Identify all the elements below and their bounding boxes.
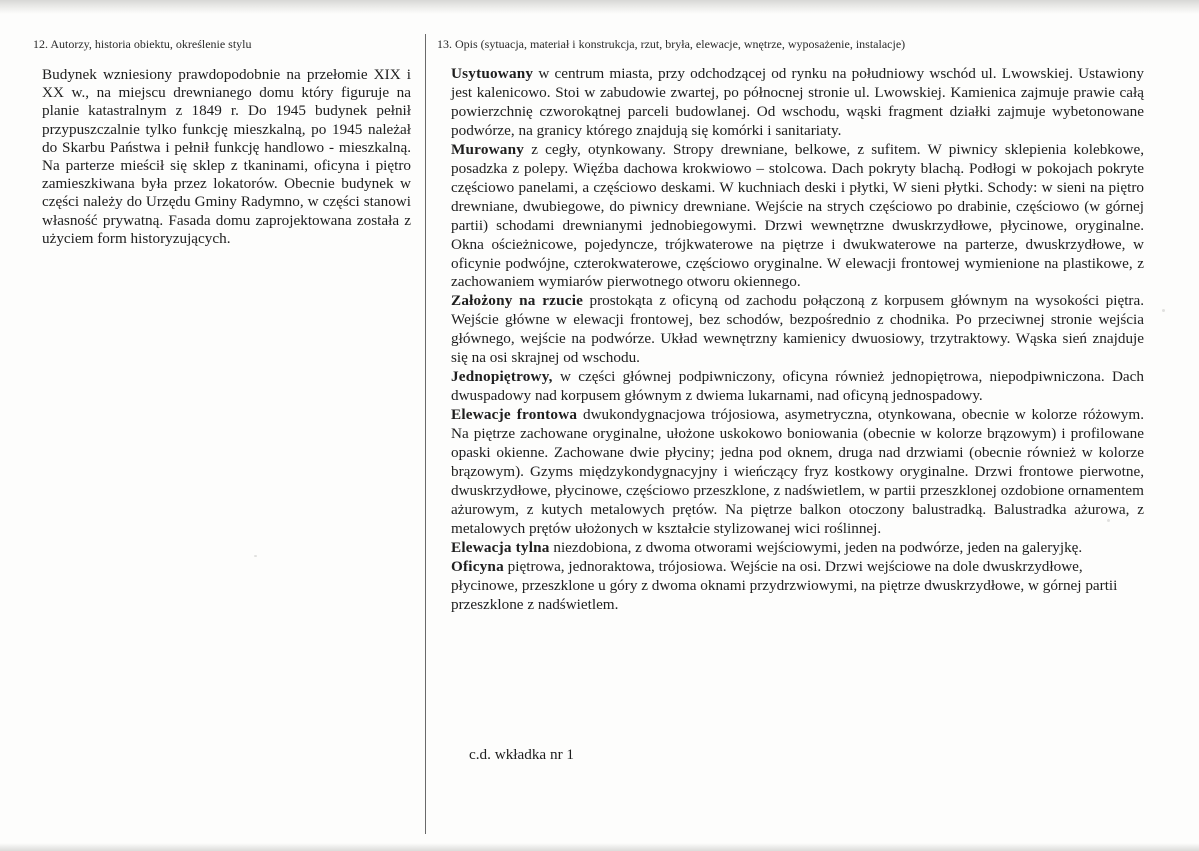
- section-lead: Murowany: [451, 140, 525, 158]
- description-section-plan: [451, 292, 1144, 368]
- section-lead: Elewacja tylna: [451, 538, 550, 556]
- section-lead: Jednopiętrowy,: [451, 368, 553, 386]
- section-text: piętrowa, jednoraktowa, trójosiowa. Wejście na osi. Drzwi wejściowe na dole dwuskrzydłowe, płycinowe, przeszklone u góry z dwoma oknami przydrzwiowymi, na piętrze dwuskrzydłowe, w górnej partii przeszklone z nadświetlem.: [451, 557, 1118, 613]
- history-column: [42, 66, 411, 248]
- section-text: w centrum miasta, przy odchodzącej od rynku na południowy wschód ul. Lwowskiej. Ustawiony jest kalenicowo. Stoi w zabudowie zwartej, po północnej stronie ul. Lwowskiej. Kamienica zajmuje prawie całą powierzchnię czworokątnej parceli budowlanej. Od wschodu, wąski fragment działki zajmuje wybetonowane podwórze, na granicy którego znajdują się komórki i sanitariaty.: [451, 65, 1144, 139]
- scan-speck: [254, 555, 257, 557]
- scan-speck: [1162, 309, 1165, 312]
- section-text: z cegły, otynkowany. Stropy drewniane, belkowe, z sufitem. W piwnicy sklepienia kolebkowe, posadzka z polepy. Więźba dachowa krokwiowo – stolcowa. Dach pokryty blachą. Podłogi w pokojach pokryte częściowo panelami, a częściowo deskami. W kuchniach deski i płytki, W sieni płytki. Schody: w sieni na piętro drewniane, dwubiegowe, do piwnicy drewniane. Wejście na strych częściowo po drabinie, częściowo (w górnej partii) schodami drewnianymi jednobiegowymi. Drzwi wewnętrzne dwuskrzydłowe, płycinowe, oryginalne. Okna ościeżnicowe, pojedyncze, trójkwaterowe na piętrze i dwukwaterowe na parterze, dwuskrzydłowe, w oficynie podwójne, czterokwaterowe, częściowo oryginalne. W elewacji frontowej wymienione na plastikowe, z zachowaniem wymiarów pierwotnego otworu okiennego.: [451, 140, 1144, 291]
- continuation-note: c.d. wkładka nr 1: [469, 746, 575, 763]
- right-column-header: 13. Opis (sytuacja, materiał i konstrukcja, rzut, bryła, elewacje, wnętrze, wyposażenie, instalacje): [437, 37, 906, 51]
- description-section-annex: [451, 558, 1144, 615]
- description-section-location: [451, 65, 1144, 141]
- section-lead: Elewacje frontowa: [451, 406, 578, 424]
- section-lead: Oficyna: [451, 557, 504, 575]
- column-divider: [425, 34, 426, 834]
- section-text: w części głównej podpiwniczony, oficyna również jednopiętrowa, niepodpiwniczona. Dach dwuspadowy nad korpusem głównym z dwiema lukarnami, nad oficyną jednospadowy.: [451, 368, 1144, 405]
- description-section-front-elevation: [451, 406, 1144, 539]
- section-text: prostokąta z oficyną od zachodu połączoną z korpusem głównym na wysokości piętra. Wejście główne w elewacji frontowej, bez schodów, bezpośrednio z chodnika. Po przeciwnej stronie wejścia głównego, wejście na podwórze. Układ wewnętrzny kamienicy dwuosiowy, trzytraktowy. Wąska sień znajduje się na osi skrajnej od wschodu.: [451, 292, 1145, 367]
- history-paragraph: Budynek wzniesiony prawdopodobnie na przełomie XIX i XX w., na miejscu drewnianego domu który figuruje na planie katastralnym z 1849 r. Do 1945 budynek pełnił przypuszczalnie tylko funkcję mieszkalną, po 1945 należał do Skarbu Państwa i pełnił funkcję handlowo - mieszkalną. Na parterze mieścił się sklep z tkaninami, oficyna i piętro zamieszkiwana była przez lokatorów. Obecnie budynek w części należy do Urzędu Gminy Radymno, w części stanowi własność prywatną. Fasada domu zaprojektowana została z użyciem form historyzujących.: [42, 66, 411, 247]
- left-column-header: 12. Autorzy, historia obiektu, określenie stylu: [33, 37, 252, 51]
- scan-bottom-edge: [0, 843, 1199, 851]
- description-section-rear-elevation: [451, 539, 1144, 558]
- scan-top-edge: [0, 0, 1199, 14]
- section-text: niezdobiona, z dwoma otworami wejściowymi, jeden na podwórze, jeden na galeryjkę.: [549, 538, 1083, 556]
- section-lead: Usytuowany: [451, 65, 534, 82]
- description-column: [451, 65, 1144, 615]
- description-section-construction: [451, 141, 1144, 293]
- description-section-storeys: [451, 368, 1144, 406]
- section-text: dwukondygnacjowa trójosiowa, asymetryczna, otynkowana, obecnie w kolorze różowym. Na piętrze zachowane oryginalne, ułożone uskokowo boniowania (obecnie w kolorze brązowym) i profilowane opaski okienne. Zachowane dwie płyciny; jedna pod oknem, druga nad drzwiami (obecnie również w kolorze brązowym). Gzyms międzykondygnacyjny i wieńczący fryz kostkowy oryginalne. Drzwi frontowe pierwotne, dwuskrzydłowe, płycinowe, częściowo przeszklone, z nadświetlem, w partii przeszklonej ozdobione ornamentem ażurowym, z kutych metalowych prętów. Na piętrze balkon otoczony balustradką. Balustradka ażurowa, z metalowych prętów ułożonych w kształcie stylizowanej wici roślinnej.: [451, 406, 1144, 537]
- section-lead: Założony na rzucie: [451, 292, 584, 310]
